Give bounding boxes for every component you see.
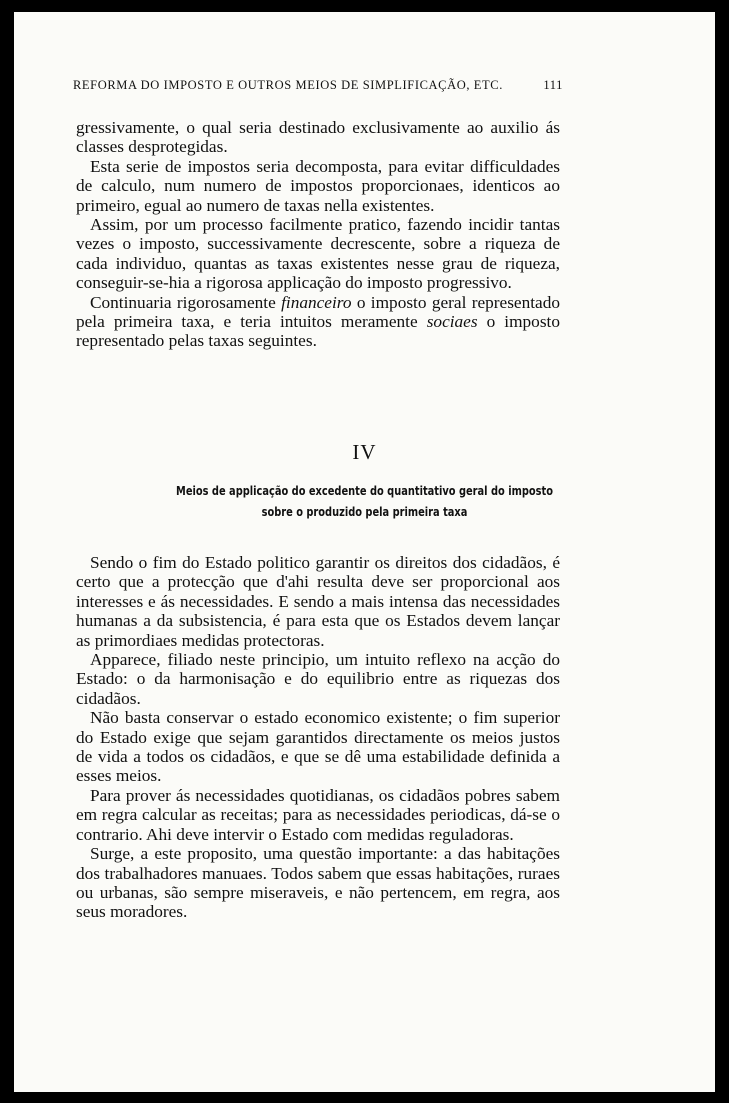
- paragraph: Surge, a este proposito, uma questão importante: a das habitações dos trabalhadores manuaes. Todos sabem que essas habitações, ruraes ou urbanas, são sempre miseraveis, e não pertencem, em regra, aos seus moradores.: [76, 844, 560, 922]
- running-header: [73, 78, 563, 93]
- section-title-line: sobre o produzido pela primeira taxa: [261, 505, 468, 519]
- text-block-top: [76, 118, 560, 351]
- text-block-bottom: [76, 553, 560, 922]
- paragraph: Apparece, filiado neste principio, um intuito reflexo na acção do Estado: o da harmonisação e do equilibrio entre as riquezas dos cidadãos.: [76, 650, 560, 708]
- text-run: o imposto geral representado pela primeira taxa, e teria intuitos meramente: [76, 292, 560, 332]
- section-title: [66, 481, 664, 523]
- section-title-line: Meios de applicação do excedente do quantitativo geral do imposto: [176, 484, 553, 498]
- italic-word: sociaes: [426, 312, 478, 332]
- paragraph: Não basta conservar o estado economico existente; o fim superior do Estado exige que sejam garantidos directamente os meios justos de vida a todos os cidadãos, e que se dê uma estabilidade definida a esses meios.: [76, 708, 560, 786]
- paragraph: Sendo o fim do Estado politico garantir os direitos dos cidadãos, é certo que a protecção que d'ahi resulta deve ser proporcional aos interesses e ás necessidades. E sendo a mais intensa das necessidades humanas a da subsistencia, é para esta que os Estados devem lançar as primordiaes medidas protectoras.: [76, 553, 560, 650]
- running-title: REFORMA DO IMPOSTO E OUTROS MEIOS DE SIMPLIFICAÇÃO, ETC.: [73, 78, 503, 92]
- paragraph-with-italics: [76, 293, 560, 351]
- text-run: Continuaria rigorosamente: [90, 292, 282, 312]
- text-run: o imposto representado pelas taxas seguintes.: [76, 312, 560, 351]
- paragraph: Esta serie de impostos seria decomposta, para evitar difficuldades de calculo, num numero de impostos proporcionaes, identicos ao primeiro, egual ao numero de taxas nella existentes.: [76, 156, 560, 215]
- page-number: 111: [543, 78, 563, 92]
- section-number: IV: [352, 440, 377, 464]
- paragraph: Para prover ás necessidades quotidianas, os cidadãos pobres sabem em regra calcular as receitas; para as necessidades periodicas, dá-se o contrario. Ahi deve intervir o Estado com medidas reguladoras.: [76, 785, 560, 844]
- italic-word: financeiro: [281, 292, 352, 312]
- paragraph: gressivamente, o qual seria destinado exclusivamente ao auxilio ás classes desprotegidas.: [76, 118, 560, 157]
- paragraph: Assim, por um processo facilmente pratico, fazendo incidir tantas vezes o imposto, successivamente decrescente, sobre a riqueza de cada individuo, quantas as taxas existentes nesse grau de riqueza, conseguir-se-hia a rigorosa applicação do imposto progressivo.: [76, 215, 560, 293]
